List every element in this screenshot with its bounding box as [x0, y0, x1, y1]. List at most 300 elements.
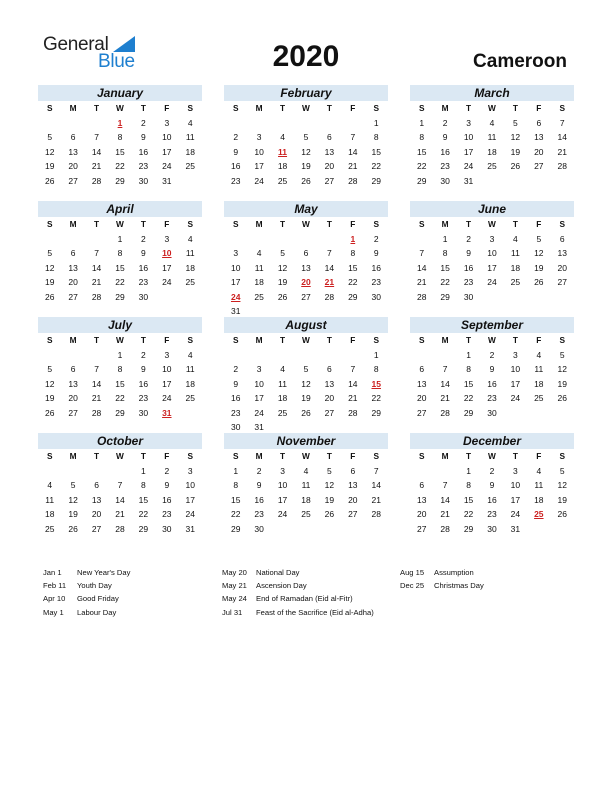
week-row	[38, 145, 202, 160]
day-cell: 28	[115, 523, 125, 534]
day-cell: 15	[463, 494, 474, 505]
day-cell: 10	[277, 480, 288, 490]
day-cell: 11	[487, 132, 497, 142]
day-cell	[410, 464, 433, 479]
day-cell	[318, 116, 341, 131]
weekday-label: S	[559, 103, 566, 113]
weekday-label: S	[232, 103, 239, 113]
day-cell: 19	[44, 393, 55, 403]
day-cell: 15	[463, 378, 474, 389]
holiday-name: Assumption	[434, 568, 474, 577]
day-cell	[318, 522, 341, 537]
day-cell: 19	[557, 378, 567, 389]
day-cell: 17	[254, 393, 264, 403]
day-cell: 11	[534, 364, 544, 374]
month-july	[38, 317, 202, 420]
day-cell: 25	[185, 277, 195, 287]
day-cell: 20	[416, 509, 427, 519]
week-row	[38, 261, 202, 276]
day-cell: 5	[70, 480, 76, 490]
weekday-label: M	[69, 335, 77, 345]
day-cell: 21	[91, 161, 102, 171]
day-cell	[551, 406, 574, 421]
day-cell: 1	[466, 349, 471, 360]
day-cell: 1	[117, 233, 123, 244]
holiday-entry	[400, 566, 484, 579]
day-cell: 2	[256, 465, 262, 476]
day-cell: 29	[463, 407, 474, 418]
day-cell	[179, 174, 202, 189]
weekday-label: S	[559, 219, 566, 229]
weekday-label: S	[232, 335, 239, 345]
holiday-entry	[222, 566, 374, 579]
day-cell: 12	[68, 494, 78, 505]
holiday-entry	[222, 579, 374, 592]
holiday-date: Dec 25	[400, 581, 425, 591]
day-cell: 14	[371, 480, 381, 490]
weekday-label: W	[488, 451, 496, 461]
day-cell: 12	[534, 248, 544, 258]
month-title: July	[38, 317, 202, 333]
week-row	[224, 261, 388, 276]
day-cell: 28	[91, 175, 102, 186]
weekday-header	[410, 101, 574, 116]
day-cell: 21	[115, 509, 125, 519]
weekday-label: T	[512, 103, 518, 113]
month-title: September	[410, 317, 574, 333]
weekday-label: M	[69, 103, 77, 113]
day-cell: 18	[185, 146, 195, 157]
day-cell: 6	[70, 364, 76, 374]
day-cell: 4	[187, 117, 193, 128]
day-cell: 3	[233, 248, 239, 258]
day-cell: 8	[117, 132, 123, 142]
day-cell: 22	[440, 277, 450, 287]
week-row	[38, 130, 202, 145]
holiday-date: Feb 11	[43, 581, 67, 591]
day-cell	[85, 348, 108, 363]
holiday-entry	[43, 579, 130, 592]
day-cell: 15	[230, 494, 241, 505]
day-cell: 13	[557, 248, 567, 258]
week-row	[410, 145, 574, 160]
day-cell: 28	[324, 291, 335, 302]
day-cell: 12	[44, 262, 55, 273]
weekday-label: T	[94, 451, 100, 461]
day-cell	[224, 116, 247, 131]
day-cell: 23	[138, 277, 149, 287]
weekday-label: M	[441, 103, 449, 113]
day-cell: 29	[463, 523, 474, 534]
day-cell	[480, 174, 503, 189]
weekday-header	[38, 333, 202, 348]
day-cell: 27	[416, 407, 427, 418]
weekday-label: M	[255, 219, 263, 229]
month-october	[38, 433, 202, 536]
day-cell: 17	[487, 262, 497, 273]
weekday-label: T	[94, 335, 100, 345]
weekday-label: T	[94, 219, 100, 229]
day-cell: 1	[373, 349, 379, 360]
weekday-label: F	[350, 103, 356, 113]
day-cell: 8	[466, 364, 471, 374]
holiday-column	[400, 566, 484, 592]
weekday-label: T	[466, 335, 472, 345]
day-cell: 17	[277, 494, 288, 505]
month-november	[224, 433, 388, 536]
weekday-header	[410, 333, 574, 348]
weekday-label: S	[559, 451, 566, 461]
day-cell	[38, 464, 61, 479]
holiday-column	[43, 566, 130, 619]
day-cell: 9	[442, 132, 448, 142]
day-cell: 6	[70, 132, 76, 142]
day-cell: 4	[303, 465, 309, 476]
week-row	[38, 522, 202, 537]
day-cell: 9	[164, 480, 170, 490]
day-cell: 10	[510, 480, 521, 490]
day-cell: 10	[162, 132, 172, 142]
day-cell: 23	[463, 277, 474, 287]
day-cell: 15	[138, 494, 149, 505]
weekday-label: S	[418, 103, 425, 113]
day-cell: 8	[350, 248, 356, 258]
day-cell: 22	[463, 509, 474, 519]
day-cell: 5	[536, 233, 542, 244]
weekday-header	[224, 333, 388, 348]
day-cell: 3	[256, 364, 262, 374]
day-cell	[527, 174, 550, 189]
day-cell: 25	[254, 291, 264, 302]
day-cell: 28	[371, 509, 381, 519]
day-cell: 4	[536, 349, 542, 360]
day-cell: 5	[303, 132, 309, 142]
day-cell: 10	[162, 364, 172, 374]
day-cell: 28	[416, 291, 427, 302]
day-cell: 10	[254, 378, 264, 389]
day-cell: 23	[138, 393, 149, 403]
day-cell: 2	[233, 132, 239, 142]
day-cell: 25	[185, 393, 195, 403]
holiday-name: Ascension Day	[256, 581, 307, 591]
day-cell	[61, 232, 84, 247]
day-cell: 15	[371, 146, 381, 157]
week-row	[38, 275, 202, 290]
day-cell	[224, 232, 247, 247]
weekday-label: T	[280, 451, 286, 461]
day-cell: 30	[371, 291, 381, 302]
week-row	[410, 174, 574, 189]
day-cell: 11	[301, 480, 311, 490]
day-cell: 24	[277, 509, 288, 519]
week-row	[410, 275, 574, 290]
weekday-label: T	[280, 335, 286, 345]
day-cell: 25	[487, 161, 497, 171]
month-june	[410, 201, 574, 304]
day-cell: 6	[94, 480, 99, 490]
weekday-label: M	[441, 451, 449, 461]
day-cell	[551, 290, 574, 305]
holiday-date: May 20	[222, 568, 247, 577]
day-cell	[108, 464, 131, 479]
day-cell: 11	[534, 480, 544, 490]
day-cell: 17	[185, 494, 195, 505]
day-cell: 11	[185, 364, 195, 374]
day-cell: 26	[44, 407, 55, 418]
holiday-date: May 24	[222, 594, 247, 604]
weekday-label: F	[536, 219, 542, 229]
day-cell: 17	[162, 262, 172, 273]
day-cell: 7	[559, 117, 565, 128]
day-cell: 9	[489, 480, 495, 490]
day-cell: 13	[416, 378, 427, 389]
day-cell: 16	[138, 378, 149, 389]
weekday-header	[38, 217, 202, 232]
week-row	[410, 507, 574, 522]
day-cell: 13	[68, 146, 78, 157]
day-cell: 27	[324, 175, 335, 186]
day-cell: 7	[94, 132, 99, 142]
week-row	[410, 130, 574, 145]
day-cell: 19	[510, 146, 521, 157]
day-cell: 16	[463, 262, 474, 273]
day-cell: 4	[187, 233, 193, 244]
day-cell: 14	[348, 146, 358, 157]
day-cell: 26	[510, 161, 521, 171]
week-row	[410, 493, 574, 508]
day-cell	[318, 232, 341, 247]
weekday-label: T	[512, 219, 518, 229]
day-cell	[85, 464, 108, 479]
day-cell: 16	[487, 494, 497, 505]
weekday-header	[38, 449, 202, 464]
weekday-label: T	[466, 219, 472, 229]
day-cell: 4	[280, 364, 285, 374]
day-cell: 12	[557, 364, 567, 374]
day-cell: 5	[47, 364, 53, 374]
day-cell: 31	[230, 306, 241, 316]
day-cell: 3	[489, 233, 495, 244]
day-cell: 12	[324, 480, 335, 490]
day-cell: 25	[277, 175, 288, 186]
week-row	[224, 174, 388, 189]
day-cell	[527, 290, 550, 305]
day-cell: 30	[138, 291, 149, 302]
day-cell: 21	[371, 494, 381, 505]
holiday-name: New Year's Day	[77, 568, 131, 577]
day-cell: 3	[280, 465, 285, 476]
day-cell: 24	[510, 509, 521, 519]
day-cell: 3	[513, 349, 518, 360]
day-cell: 17	[510, 494, 521, 505]
day-cell: 28	[557, 161, 567, 171]
day-cell: 16	[371, 262, 381, 273]
day-cell	[551, 174, 574, 189]
day-cell: 29	[348, 291, 358, 302]
holiday-day: 1	[350, 233, 356, 244]
day-cell: 9	[141, 364, 146, 374]
day-cell: 31	[185, 523, 195, 534]
weekday-header	[224, 101, 388, 116]
week-row	[410, 464, 574, 479]
day-cell: 8	[373, 364, 379, 374]
day-cell: 2	[442, 117, 448, 128]
weekday-label: M	[69, 451, 77, 461]
weekday-label: W	[116, 103, 124, 113]
day-cell: 16	[254, 494, 264, 505]
day-cell: 19	[44, 277, 55, 287]
day-cell: 25	[277, 407, 288, 418]
weekday-label: S	[373, 451, 380, 461]
day-cell: 12	[557, 480, 567, 490]
weekday-header	[38, 101, 202, 116]
day-cell: 25	[185, 161, 195, 171]
day-cell: 23	[440, 161, 450, 171]
week-row	[38, 159, 202, 174]
day-cell: 7	[327, 248, 332, 258]
weekday-label: W	[488, 103, 496, 113]
day-cell	[247, 348, 270, 363]
day-cell: 18	[254, 277, 264, 287]
logo-text-general: General	[43, 34, 109, 55]
day-cell: 8	[141, 480, 146, 490]
weekday-label: F	[164, 103, 170, 113]
day-cell: 20	[68, 277, 78, 287]
day-cell: 9	[256, 480, 262, 490]
day-cell: 4	[513, 233, 518, 244]
day-cell: 17	[162, 146, 172, 157]
weekday-label: M	[441, 335, 449, 345]
month-title: October	[38, 433, 202, 449]
day-cell: 23	[371, 277, 381, 287]
day-cell: 17	[510, 378, 521, 389]
day-cell: 9	[489, 364, 495, 374]
day-cell: 21	[91, 393, 102, 403]
holiday-day: 25	[534, 509, 544, 519]
day-cell: 8	[373, 132, 379, 142]
holiday-date: Jul 31	[222, 607, 243, 617]
day-cell: 2	[141, 117, 146, 128]
day-cell: 21	[557, 146, 567, 157]
day-cell	[61, 116, 84, 131]
week-row	[224, 493, 388, 508]
day-cell	[527, 522, 550, 537]
day-cell: 23	[162, 509, 172, 519]
day-cell	[271, 348, 294, 363]
week-row	[224, 232, 388, 247]
day-cell: 1	[442, 233, 448, 244]
day-cell: 22	[138, 509, 149, 519]
day-cell	[318, 348, 341, 363]
day-cell: 10	[230, 262, 241, 273]
holiday-entry	[400, 579, 484, 592]
week-row	[224, 130, 388, 145]
day-cell: 9	[233, 378, 239, 389]
day-cell: 14	[91, 378, 102, 389]
day-cell: 27	[534, 161, 544, 171]
weekday-label: W	[302, 219, 310, 229]
day-cell: 5	[559, 465, 565, 476]
day-cell	[410, 348, 433, 363]
day-cell	[480, 290, 503, 305]
weekday-header	[224, 449, 388, 464]
day-cell: 2	[141, 349, 146, 360]
day-cell: 18	[301, 494, 311, 505]
day-cell: 10	[487, 248, 497, 258]
day-cell: 3	[513, 465, 518, 476]
week-row	[38, 406, 202, 421]
week-row	[410, 406, 574, 421]
week-row	[224, 290, 388, 305]
weekday-label: M	[255, 451, 263, 461]
day-cell: 27	[91, 523, 102, 534]
week-row	[38, 493, 202, 508]
week-row	[224, 348, 388, 363]
day-cell: 14	[416, 262, 427, 273]
holiday-name: Youth Day	[77, 581, 112, 591]
day-cell: 18	[534, 494, 544, 505]
day-cell	[433, 348, 456, 363]
day-cell: 8	[233, 480, 239, 490]
day-cell	[504, 406, 527, 421]
holiday-name: End of Ramadan (Eid al-Fitr)	[256, 594, 353, 604]
day-cell: 5	[513, 117, 518, 128]
day-cell: 25	[510, 277, 521, 287]
holiday-name: National Day	[256, 568, 300, 577]
week-row	[410, 522, 574, 537]
weekday-header	[410, 449, 574, 464]
day-cell	[224, 348, 247, 363]
day-cell: 14	[115, 494, 125, 505]
day-cell: 8	[117, 364, 123, 374]
weekday-label: T	[326, 219, 332, 229]
day-cell: 4	[280, 132, 285, 142]
day-cell: 7	[94, 364, 99, 374]
day-cell: 30	[162, 523, 172, 534]
day-cell: 8	[442, 248, 448, 258]
day-cell: 6	[327, 132, 332, 142]
day-cell: 11	[45, 494, 55, 505]
day-cell: 18	[277, 161, 288, 171]
weekday-label: W	[116, 219, 124, 229]
weekday-label: F	[164, 451, 170, 461]
weekday-label: T	[466, 451, 472, 461]
day-cell: 16	[230, 161, 241, 171]
day-cell: 23	[254, 509, 264, 519]
day-cell: 28	[91, 407, 102, 418]
weekday-label: T	[140, 103, 146, 113]
day-cell	[341, 116, 364, 131]
day-cell: 18	[277, 393, 288, 403]
day-cell: 22	[230, 509, 241, 519]
day-cell: 22	[416, 161, 427, 171]
holiday-name: Christmas Day	[434, 581, 484, 591]
day-cell: 27	[68, 407, 78, 418]
day-cell: 26	[44, 175, 55, 186]
day-cell: 26	[301, 175, 311, 186]
day-cell: 27	[68, 291, 78, 302]
weekday-label: S	[187, 103, 194, 113]
day-cell: 10	[254, 146, 264, 157]
weekday-header	[410, 217, 574, 232]
month-title: December	[410, 433, 574, 449]
day-cell: 22	[463, 393, 474, 403]
day-cell: 6	[559, 233, 565, 244]
day-cell: 13	[68, 262, 78, 273]
week-row	[38, 174, 202, 189]
day-cell: 11	[278, 378, 287, 389]
day-cell: 3	[256, 132, 262, 142]
